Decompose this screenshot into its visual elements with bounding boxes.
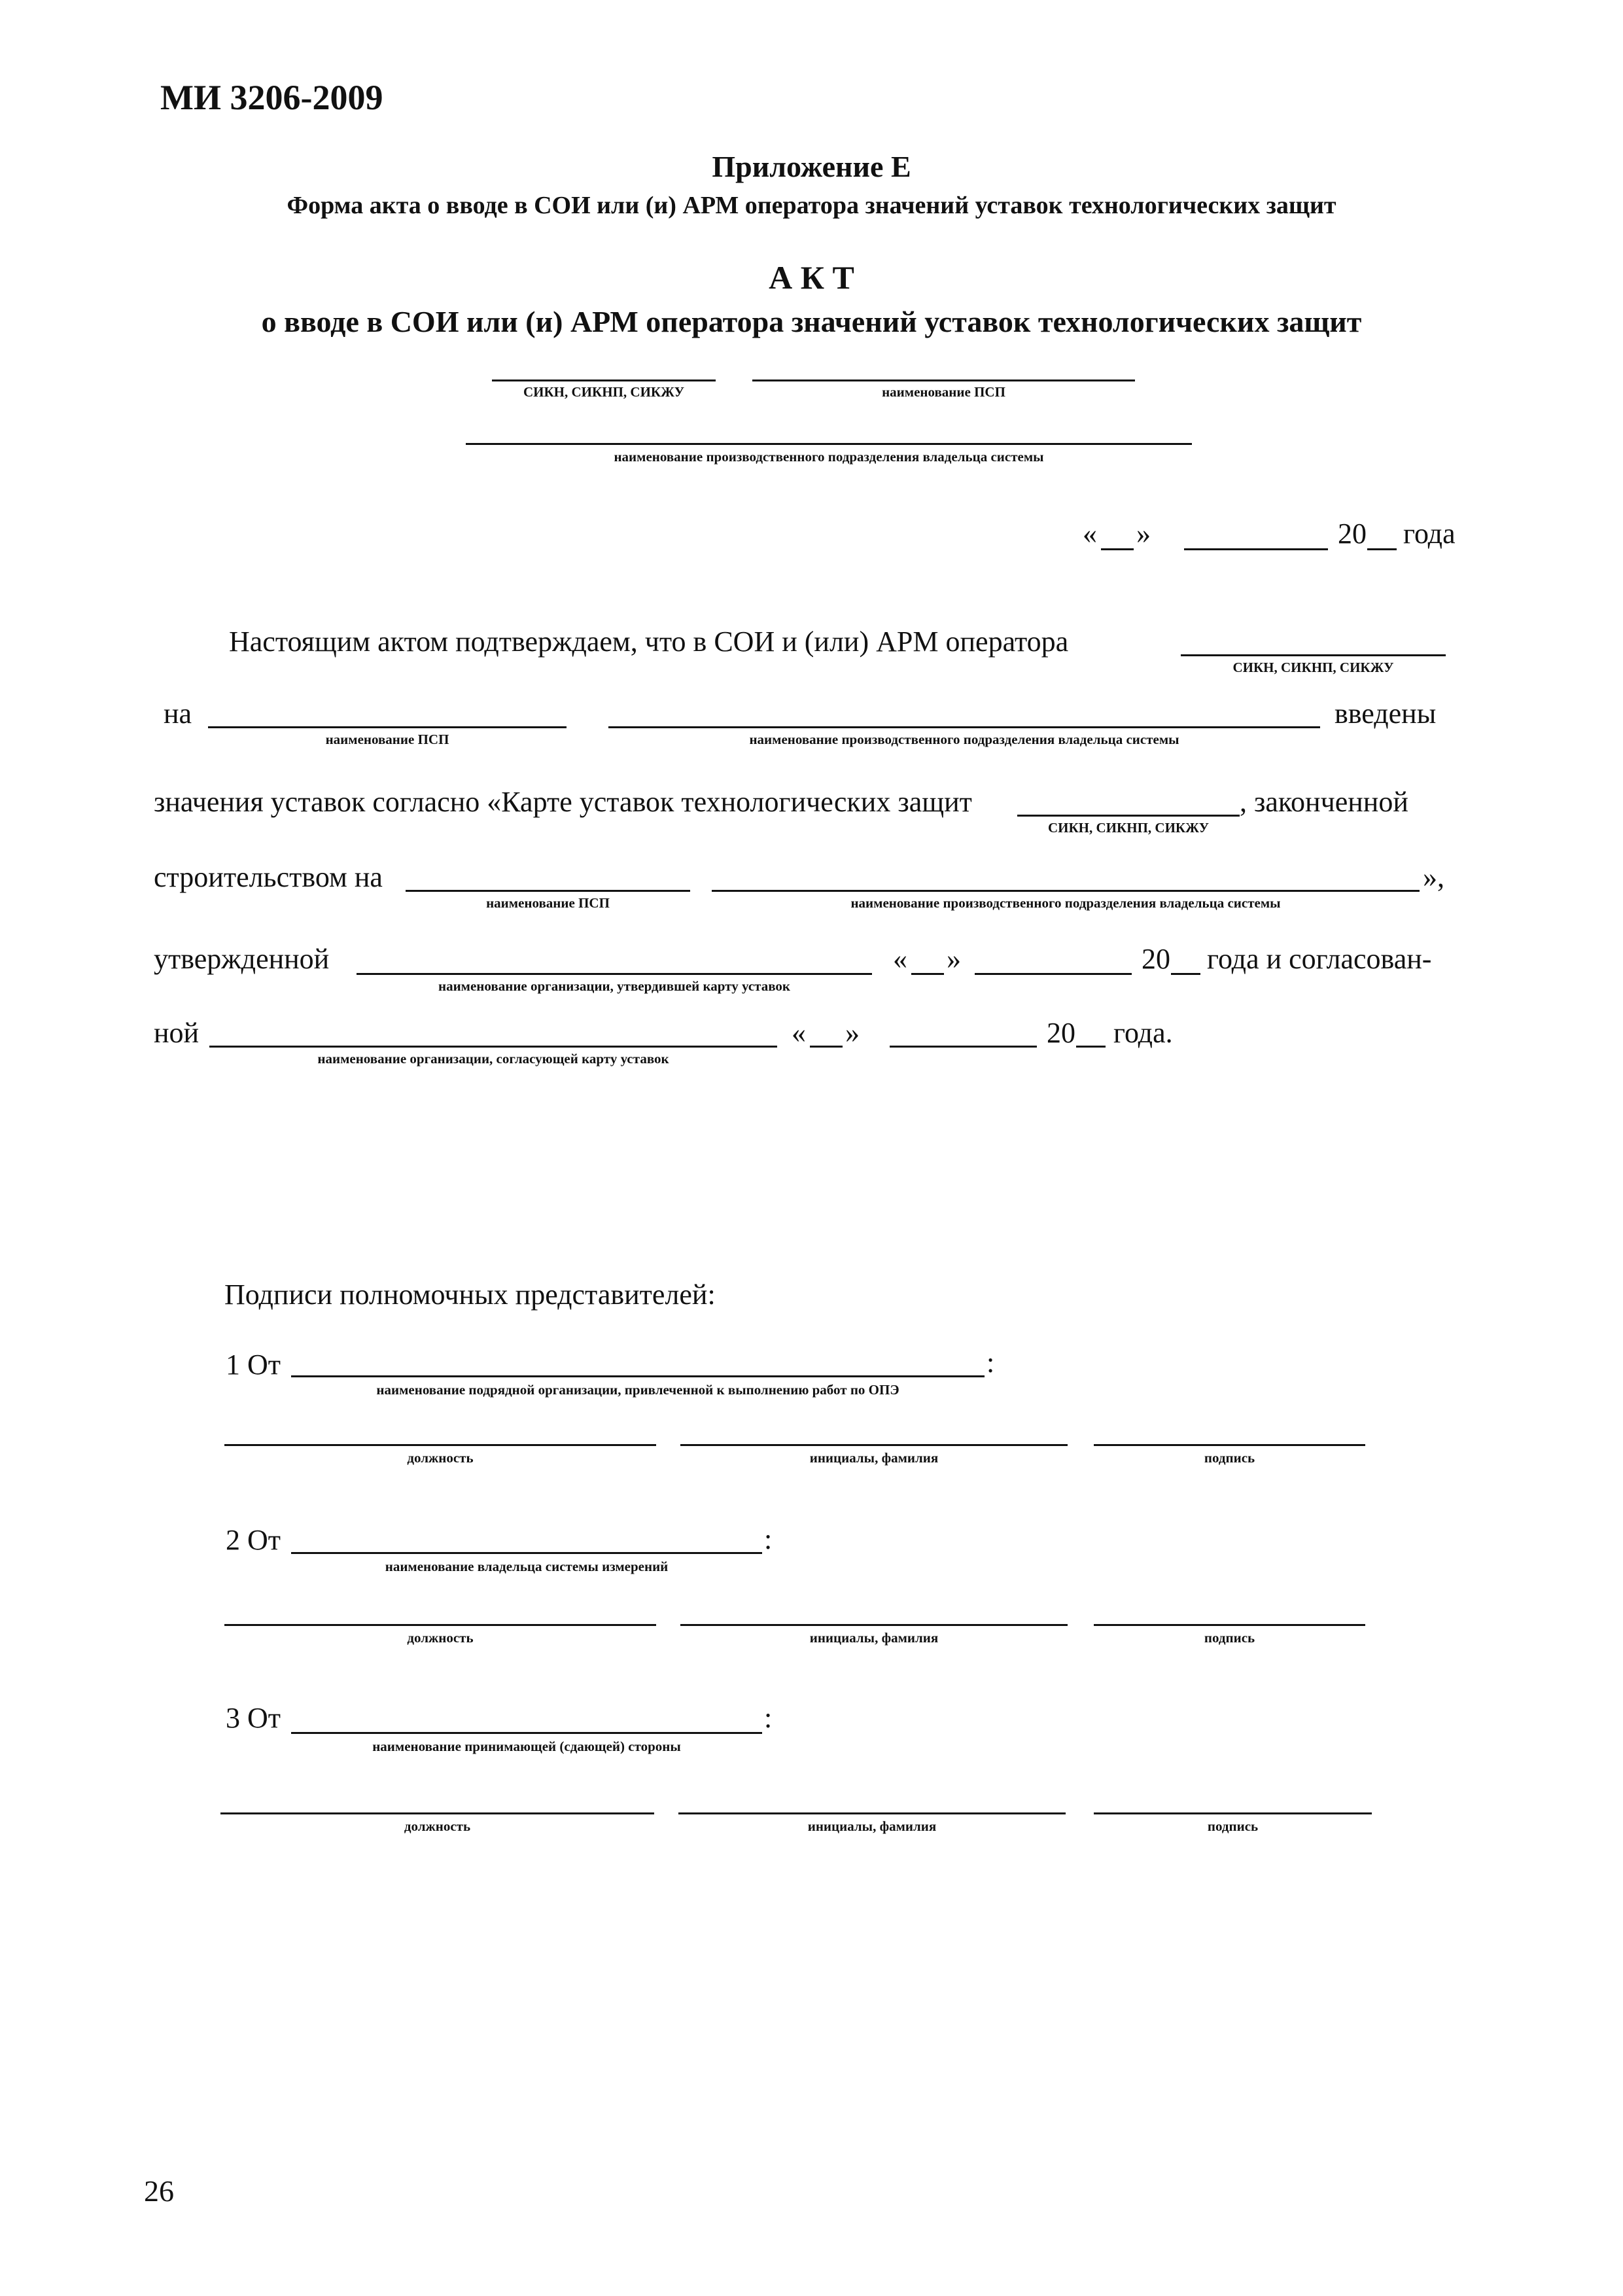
signature-3-label: 3 От	[226, 1702, 281, 1734]
signature-1-name-line[interactable]	[680, 1444, 1068, 1446]
date-day-line[interactable]	[1101, 548, 1134, 550]
signature-1-org-caption: наименование подрядной организации, привлеченной к выполнению работ по ОПЭ	[376, 1382, 899, 1398]
p4-text: строительством на	[154, 861, 383, 893]
p2-psp-line[interactable]	[208, 726, 567, 728]
date-quote-open: «	[1083, 518, 1097, 550]
p5-date-close: »	[947, 943, 961, 975]
p4-division-caption: наименование производственного подразделения владельца системы	[850, 895, 1281, 911]
signature-3-org-caption: наименование принимающей (сдающей) стороны	[372, 1739, 681, 1754]
system-type-line[interactable]	[492, 380, 716, 381]
signature-3-position-caption: должность	[404, 1818, 471, 1834]
signature-2-sign-caption: подпись	[1204, 1630, 1255, 1646]
psp-name-caption: наименование ПСП	[882, 384, 1005, 400]
division-caption: наименование производственного подразделения владельца системы	[614, 449, 1044, 465]
p5-end: года и согласован-	[1207, 943, 1432, 975]
p4-psp-caption: наименование ПСП	[486, 895, 610, 911]
p5-org-caption: наименование организации, утвердившей карту уставок	[438, 978, 791, 994]
p6-year-prefix: 20	[1047, 1017, 1075, 1049]
signature-3-org-line[interactable]	[291, 1732, 762, 1734]
signature-2-label: 2 От	[226, 1524, 281, 1556]
p2-end: введены	[1335, 698, 1437, 730]
p1-text: Настоящим актом подтверждаем, что в СОИ и (или) АРМ оператора	[229, 626, 1069, 658]
p4-psp-line[interactable]	[406, 890, 690, 892]
signature-3-position-line[interactable]	[220, 1812, 654, 1814]
signature-3-name-line[interactable]	[678, 1812, 1066, 1814]
signature-2-name-caption: инициалы, фамилия	[809, 1630, 939, 1646]
p5-day-line[interactable]	[911, 973, 944, 975]
p5-org-line[interactable]	[357, 973, 872, 975]
signatures-heading: Подписи полномочных представителей:	[224, 1279, 716, 1311]
p5-year-line[interactable]	[1171, 973, 1200, 975]
signature-1-name-caption: инициалы, фамилия	[809, 1450, 939, 1466]
p3-end: , законченной	[1240, 786, 1408, 818]
p6-org-line[interactable]	[209, 1046, 777, 1048]
signature-1-position-line[interactable]	[224, 1444, 656, 1446]
date-year-line[interactable]	[1367, 548, 1397, 550]
p2-on: на	[164, 698, 192, 730]
signature-2-name-line[interactable]	[680, 1624, 1068, 1626]
act-subtitle: о вводе в СОИ или (и) АРМ оператора значений уставок технологических защит	[261, 305, 1362, 338]
signature-2-colon: :	[764, 1523, 773, 1555]
signature-1-org-line[interactable]	[291, 1375, 985, 1377]
division-line[interactable]	[466, 443, 1192, 445]
signature-2-org-line[interactable]	[291, 1552, 762, 1554]
system-type-caption: СИКН, СИКНП, СИКЖУ	[523, 384, 685, 400]
date-month-line[interactable]	[1184, 548, 1328, 550]
signature-3-sign-line[interactable]	[1094, 1812, 1372, 1814]
p5-month-line[interactable]	[975, 973, 1132, 975]
signature-2-org-caption: наименование владельца системы измерений	[385, 1559, 669, 1574]
p1-system-caption: СИКН, СИКНП, СИКЖУ	[1232, 660, 1394, 675]
p6-month-line[interactable]	[890, 1046, 1037, 1048]
signature-1-sign-caption: подпись	[1204, 1450, 1255, 1466]
p6-year-line[interactable]	[1076, 1046, 1106, 1048]
p5-text: утвержденной	[154, 943, 330, 975]
appendix-title: Приложение Е	[712, 150, 911, 183]
p5-date-open: «	[893, 943, 907, 975]
signature-2-position-line[interactable]	[224, 1624, 656, 1626]
signature-3-colon: :	[764, 1702, 773, 1734]
p2-psp-caption: наименование ПСП	[325, 732, 449, 747]
p4-division-line[interactable]	[712, 890, 1420, 892]
signature-1-colon: :	[986, 1347, 995, 1379]
appendix-subtitle: Форма акта о вводе в СОИ или (и) АРМ оператора значений уставок технологических защит	[287, 192, 1336, 219]
signature-2-sign-line[interactable]	[1094, 1624, 1365, 1626]
signature-1-sign-line[interactable]	[1094, 1444, 1365, 1446]
act-title: А К Т	[769, 259, 854, 296]
p5-year-prefix: 20	[1142, 943, 1170, 975]
date-year-prefix: 20	[1338, 518, 1367, 550]
p6-text: ной	[154, 1017, 200, 1049]
signature-3-sign-caption: подпись	[1207, 1818, 1259, 1834]
date-year-word: года	[1403, 518, 1456, 550]
signature-3-name-caption: инициалы, фамилия	[807, 1818, 937, 1834]
p3-system-caption: СИКН, СИКНП, СИКЖУ	[1047, 820, 1210, 836]
p6-date-close: »	[845, 1017, 860, 1049]
p2-division-line[interactable]	[608, 726, 1320, 728]
p2-division-caption: наименование производственного подразделения владельца системы	[749, 732, 1179, 747]
p4-end: »,	[1423, 861, 1444, 893]
signature-1-position-caption: должность	[407, 1450, 474, 1466]
p6-end: года.	[1113, 1017, 1173, 1049]
document-code: МИ 3206-2009	[160, 78, 383, 117]
p3-text: значения уставок согласно «Карте уставок технологических защит	[154, 786, 972, 818]
p1-system-line[interactable]	[1181, 654, 1446, 656]
p3-system-line[interactable]	[1017, 815, 1240, 817]
page-number: 26	[144, 2174, 174, 2208]
p6-day-line[interactable]	[810, 1046, 843, 1048]
p6-date-open: «	[792, 1017, 806, 1049]
signature-2-position-caption: должность	[407, 1630, 474, 1646]
date-quote-close: »	[1136, 518, 1151, 550]
psp-name-line[interactable]	[752, 380, 1135, 381]
signature-1-label: 1 От	[226, 1349, 281, 1381]
p6-org-caption: наименование организации, согласующей карту уставок	[317, 1051, 669, 1067]
